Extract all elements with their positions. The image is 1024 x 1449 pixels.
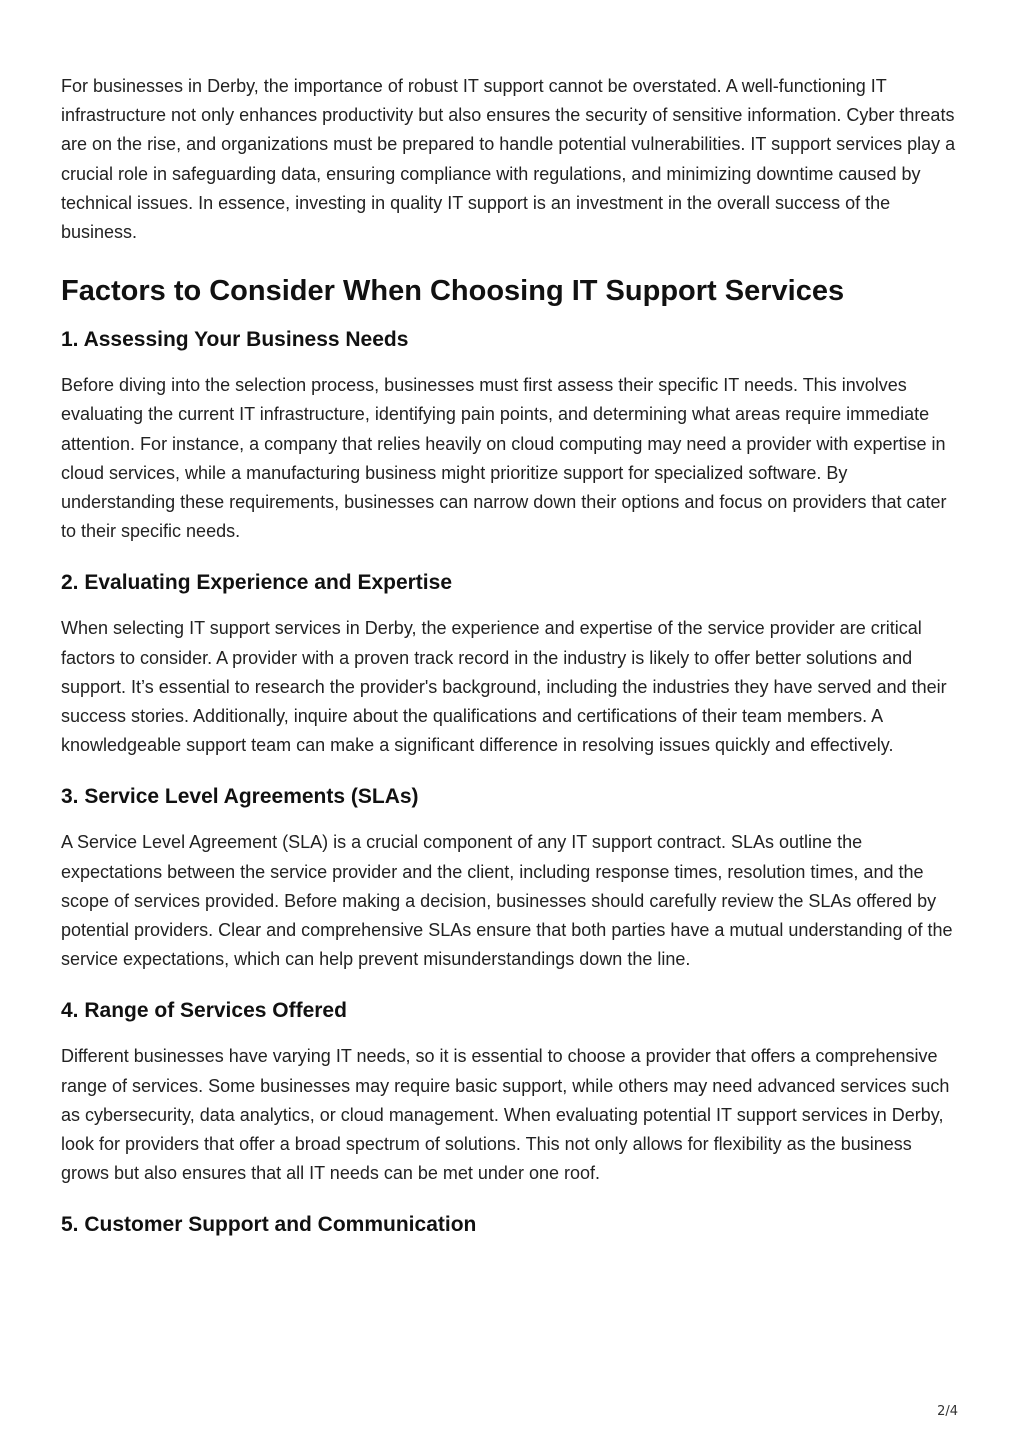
- subsection-slas: [61, 784, 963, 974]
- subsection-customer-support: [61, 1212, 963, 1238]
- subsection-experience-expertise: [61, 570, 963, 760]
- subsection-heading: 3. Service Level Agreements (SLAs): [61, 785, 419, 809]
- section-title: Factors to Consider When Choosing IT Support Services: [61, 275, 845, 308]
- subsection-body: When selecting IT support services in Derby, the experience and expertise of the service provider are critical factors to consider. A provider with a proven track record in the industry is likely to offer better solutions and support. It’s essential to research the provider's background, including the industries they have served and their success stories. Additionally, inquire about the qualifications and certifications of their team members. A knowledgeable support team can make a significant difference in resolving issues quickly and effectively.: [61, 618, 947, 756]
- subsection-heading: 1. Assessing Your Business Needs: [61, 328, 409, 352]
- subsection-range-of-services: [61, 998, 963, 1188]
- subsection-heading: 5. Customer Support and Communication: [61, 1213, 477, 1237]
- subsection-heading: 2. Evaluating Experience and Expertise: [61, 571, 452, 595]
- page-number: 2/4: [937, 1404, 958, 1419]
- subsection-body: A Service Level Agreement (SLA) is a crucial component of any IT support contract. SLAs outline the expectations between the service provider and the client, including response times, resolution times, and the scope of services provided. Before making a decision, businesses should carefully review the SLAs offered by potential providers. Clear and comprehensive SLAs ensure that both parties have a mutual understanding of the service expectations, which can help prevent misunderstandings down the line.: [61, 832, 953, 970]
- document-page: [61, 72, 963, 1256]
- subsection-body: Different businesses have varying IT needs, so it is essential to choose a provider that offers a comprehensive range of services. Some businesses may require basic support, while others may need advanced services such as cybersecurity, data analytics, or cloud management. When evaluating potential IT support services in Derby, look for providers that offer a broad spectrum of solutions. This not only allows for flexibility as the business grows but also ensures that all IT needs can be met under one roof.: [61, 1046, 950, 1184]
- subsection-heading: 4. Range of Services Offered: [61, 999, 347, 1023]
- subsection-body: Before diving into the selection process, businesses must first assess their specific IT needs. This involves evaluating the current IT infrastructure, identifying pain points, and determining what areas require immediate attention. For instance, a company that relies heavily on cloud computing may need a provider with expertise in cloud services, while a manufacturing business might prioritize support for specialized software. By understanding these requirements, businesses can narrow down their options and focus on providers that cater to their specific needs.: [61, 375, 947, 542]
- subsection-business-needs: [61, 327, 963, 546]
- intro-paragraph: For businesses in Derby, the importance of robust IT support cannot be overstated. A well-functioning IT infrastructure not only enhances productivity but also ensures the security of sensitive information. Cyber threats are on the rise, and organizations must be prepared to handle potential vulnerabilities. IT support services play a crucial role in safeguarding data, ensuring compliance with regulations, and minimizing downtime caused by technical issues. In essence, investing in quality IT support is an investment in the overall success of the business.: [61, 76, 956, 243]
